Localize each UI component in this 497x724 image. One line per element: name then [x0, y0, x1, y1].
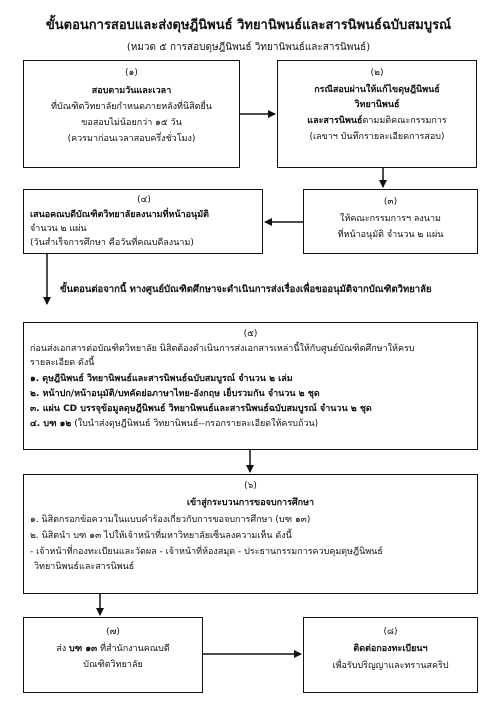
step-1-heading: สอบตามวันและเวลา [91, 86, 172, 96]
step-6-line1: ๑. นิสิตกรอกข้อความในแบบคำร้องเกี่ยวกับการขอจบการศึกษา (บฑ ๑๓) [30, 515, 311, 525]
step-2-heading-1: กรณีสอบผ่านให้แก้ไขดุษฎีนิพนธ์ [314, 85, 440, 95]
step-8-heading: ติดต่อกองทะเบียนฯ [353, 644, 428, 654]
step-8-box [303, 617, 478, 693]
step-6-number: (๖) [244, 481, 257, 491]
step-7-line1-c: ที่สำนักงานคณบดี [97, 644, 170, 654]
step-2-heading-3: และสารนิพนธ์ [307, 116, 363, 126]
step-7-box [23, 617, 203, 693]
step-1-box [23, 60, 240, 168]
step-3-number: (๓) [383, 197, 398, 207]
step-3-line2: ที่หน้าอนุมัติ จำนวน ๒ แผ่น [337, 230, 444, 240]
instruction-text: ขั้นตอนต่อจากนี้ ทางศูนย์บัณฑิตศึกษาจะดำเนินการส่งเรื่องเพื่อขออนุมัติจากบัณฑิตวิทยาลัย [60, 284, 432, 295]
step-5-item-4-label: ๔. บฑ ๑๒ [30, 419, 72, 429]
step-4-line2: (วันสำเร็จการศึกษา คือวันที่คณบดีลงนาม) [30, 238, 194, 248]
step-5-box [23, 322, 478, 450]
step-5-item-4-text: (ใบนำส่งดุษฎีนิพนธ์ วิทยานิพนธ์--กรอกรายละเอียดให้ครบถ้วน) [71, 419, 319, 429]
page-title: ขั้นตอนการสอบและส่งดุษฎีนิพนธ์ วิทยานิพนธ์และสารนิพนธ์ฉบับสมบูรณ์ [45, 18, 452, 33]
step-3-line1: ให้คณะกรรมการฯ ลงนาม [340, 214, 441, 224]
step-4-box [23, 189, 263, 254]
step-4-heading: เสนอคณบดีบัณฑิตวิทยาลัยลงนามที่หน้าอนุมัติ [30, 210, 209, 220]
step-7-line2: บัณฑิตวิทยาลัย [83, 660, 143, 670]
step-6-line2: ๒. นิสิตนำ บฑ ๑๓ ไปให้เจ้าหน้าที่มหาวิทยาลัยเซ็นลงความเห็น ดังนี้ [30, 531, 292, 541]
step-5-intro-1: ก่อนส่งเอกสารต่อบัณฑิตวิทยาลัย นิสิตต้องดำเนินการส่งเอกสารเหล่านี้ให้กับศูนย์บัณฑิตศึกษาให้ครบ [30, 344, 415, 354]
step-4-number: (๔) [137, 195, 151, 205]
step-5-item-3: ๓. แผ่น CD บรรจุข้อมูลดุษฎีนิพนธ์ วิทยานิพนธ์และสารนิพนธ์ฉบับสมบูรณ์ จำนวน ๒ ชุด [30, 404, 372, 414]
step-7-number: (๗) [106, 627, 120, 637]
step-8-number: (๘) [383, 627, 398, 637]
step-5-item-2: ๒. หน้าปก/หน้าอนุมัติ/บทคัดย่อภาษาไทย-อังกฤษ เย็บรวมกัน จำนวน ๒ ชุด [30, 389, 320, 399]
step-2-heading-2: วิทยานิพนธ์ [354, 100, 400, 110]
step-6-line4: วิทยานิพนธ์และสารนิพนธ์ [34, 562, 135, 572]
step-2-heading-3-rest: ตามมติคณะกรรมการ [362, 116, 447, 126]
step-2-number: (๒) [370, 68, 384, 78]
step-2-line1: (เลขาฯ บันทึกรายละเอียดการสอบ) [309, 132, 445, 142]
step-3-box [303, 189, 478, 254]
step-6-box [23, 474, 478, 594]
step-1-line1: ที่บัณฑิตวิทยาลัยกำหนดภายหลังที่นิสิตยื่น [51, 102, 212, 112]
step-7-line1-a: ส่ง [56, 644, 70, 654]
step-6-line3: - เจ้าหน้าที่กองทะเบียนและวัดผล - เจ้าหน้าที่ห้องสมุด - ประธานกรรมการควบคุมดุษฎีนิพนธ์ [30, 547, 383, 557]
step-1-line3: (ควรมาก่อนเวลาสอบครึ่งชั่วโมง) [67, 134, 196, 144]
page-subtitle: (หมวด ๕ การสอบดุษฎีนิพนธ์ วิทยานิพนธ์และสารนิพนธ์) [126, 42, 371, 53]
step-5-intro-2: รายละเอียด ดังนี้ [30, 358, 95, 368]
step-7-form-code: บฑ ๑๓ [69, 644, 98, 654]
step-1-line2: ขอสอบไม่น้อยกว่า ๑๕ วัน [81, 118, 182, 128]
step-4-line1: จำนวน ๒ แผ่น [30, 224, 87, 234]
step-1-number: (๑) [125, 68, 138, 78]
step-8-line1: เพื่อรับปริญญาและทรานสคริป [332, 661, 449, 671]
step-5-item-1: ๑. ดุษฎีนิพนธ์ วิทยานิพนธ์และสารนิพนธ์ฉบับสมบูรณ์ จำนวน ๒ เล่ม [30, 374, 293, 384]
step-2-box [277, 60, 477, 168]
step-6-heading: เข้าสู่กระบวนการขอจบการศึกษา [186, 498, 315, 508]
step-5-number: (๕) [243, 329, 258, 339]
